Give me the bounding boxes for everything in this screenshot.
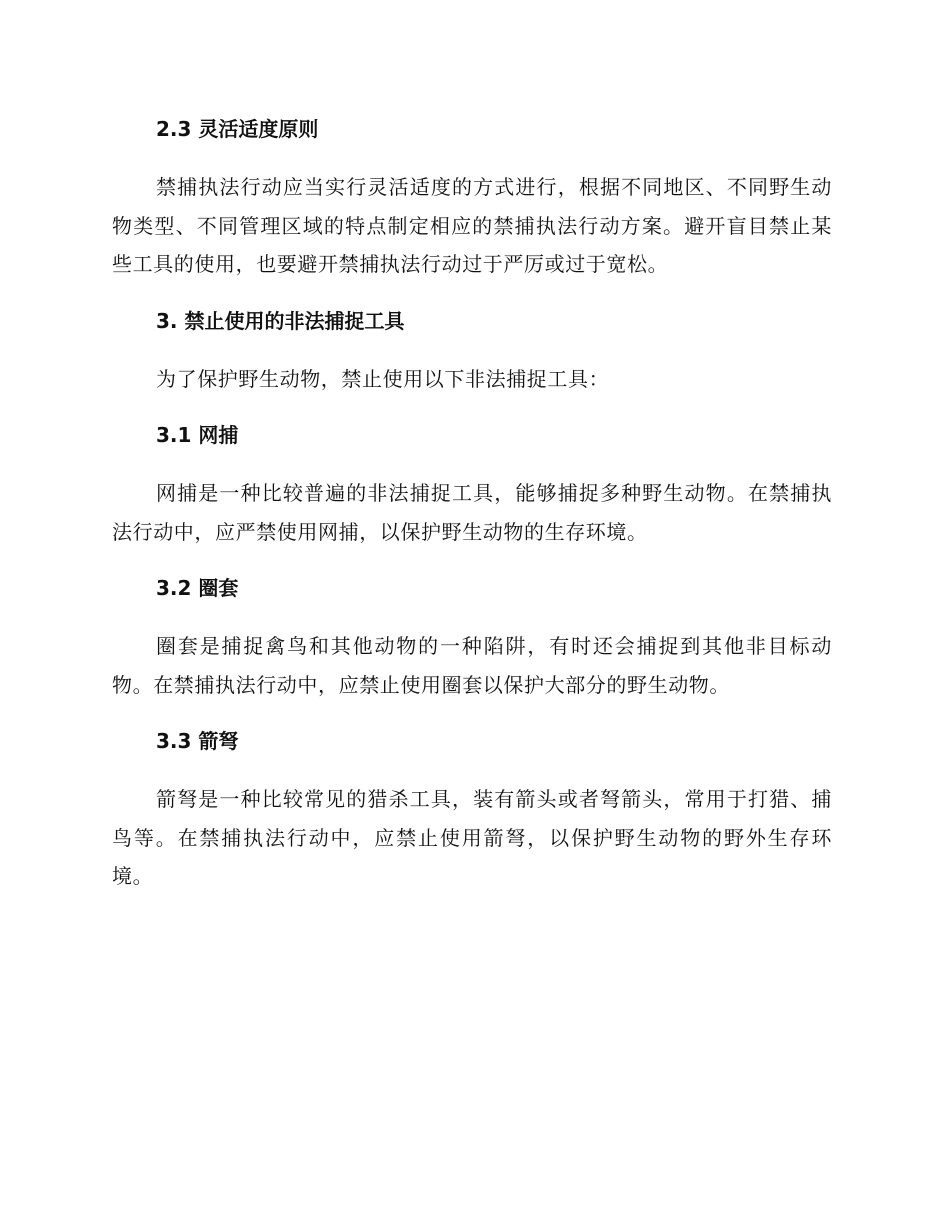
- section-paragraph-3: 为了保护野生动物，禁止使用以下非法捕捉工具：: [156, 366, 610, 391]
- section-heading-3-1: 3.1 网捕: [156, 423, 239, 447]
- section-paragraph-3-1: 网捕是一种比较普遍的非法捕捉工具，能够捕捉多种野生动物。在禁捕执法行动中，应严禁使用网捕，以保护野生动物的生存环境。: [112, 481, 832, 544]
- section-heading-2-3: 2.3 灵活适度原则: [156, 117, 319, 141]
- section-heading-3: 3. 禁止使用的非法捕捉工具: [156, 308, 405, 333]
- section-heading-3-2: 3.2 圈套: [156, 576, 239, 600]
- section-paragraph-2-3: 禁捕执法行动应当实行灵活适度的方式进行，根据不同地区、不同野生动物类型、不同管理区域的特点制定相应的禁捕执法行动方案。避开盲目禁止某些工具的使用，也要避开禁捕执法行动过于严厉或过于宽松。: [112, 175, 832, 276]
- document-body: [112, 112, 832, 916]
- section-paragraph-3-3: 箭弩是一种比较常见的猎杀工具，装有箭头或者弩箭头，常用于打猎、捕鸟等。在禁捕执法行动中，应禁止使用箭弩，以保护野生动物的野外生存环境。: [112, 787, 832, 888]
- section-paragraph-3-2: 圈套是捕捉禽鸟和其他动物的一种陷阱，有时还会捕捉到其他非目标动物。在禁捕执法行动中，应禁止使用圈套以保护大部分的野生动物。: [112, 634, 832, 697]
- section-heading-3-3: 3.3 箭弩: [156, 729, 239, 753]
